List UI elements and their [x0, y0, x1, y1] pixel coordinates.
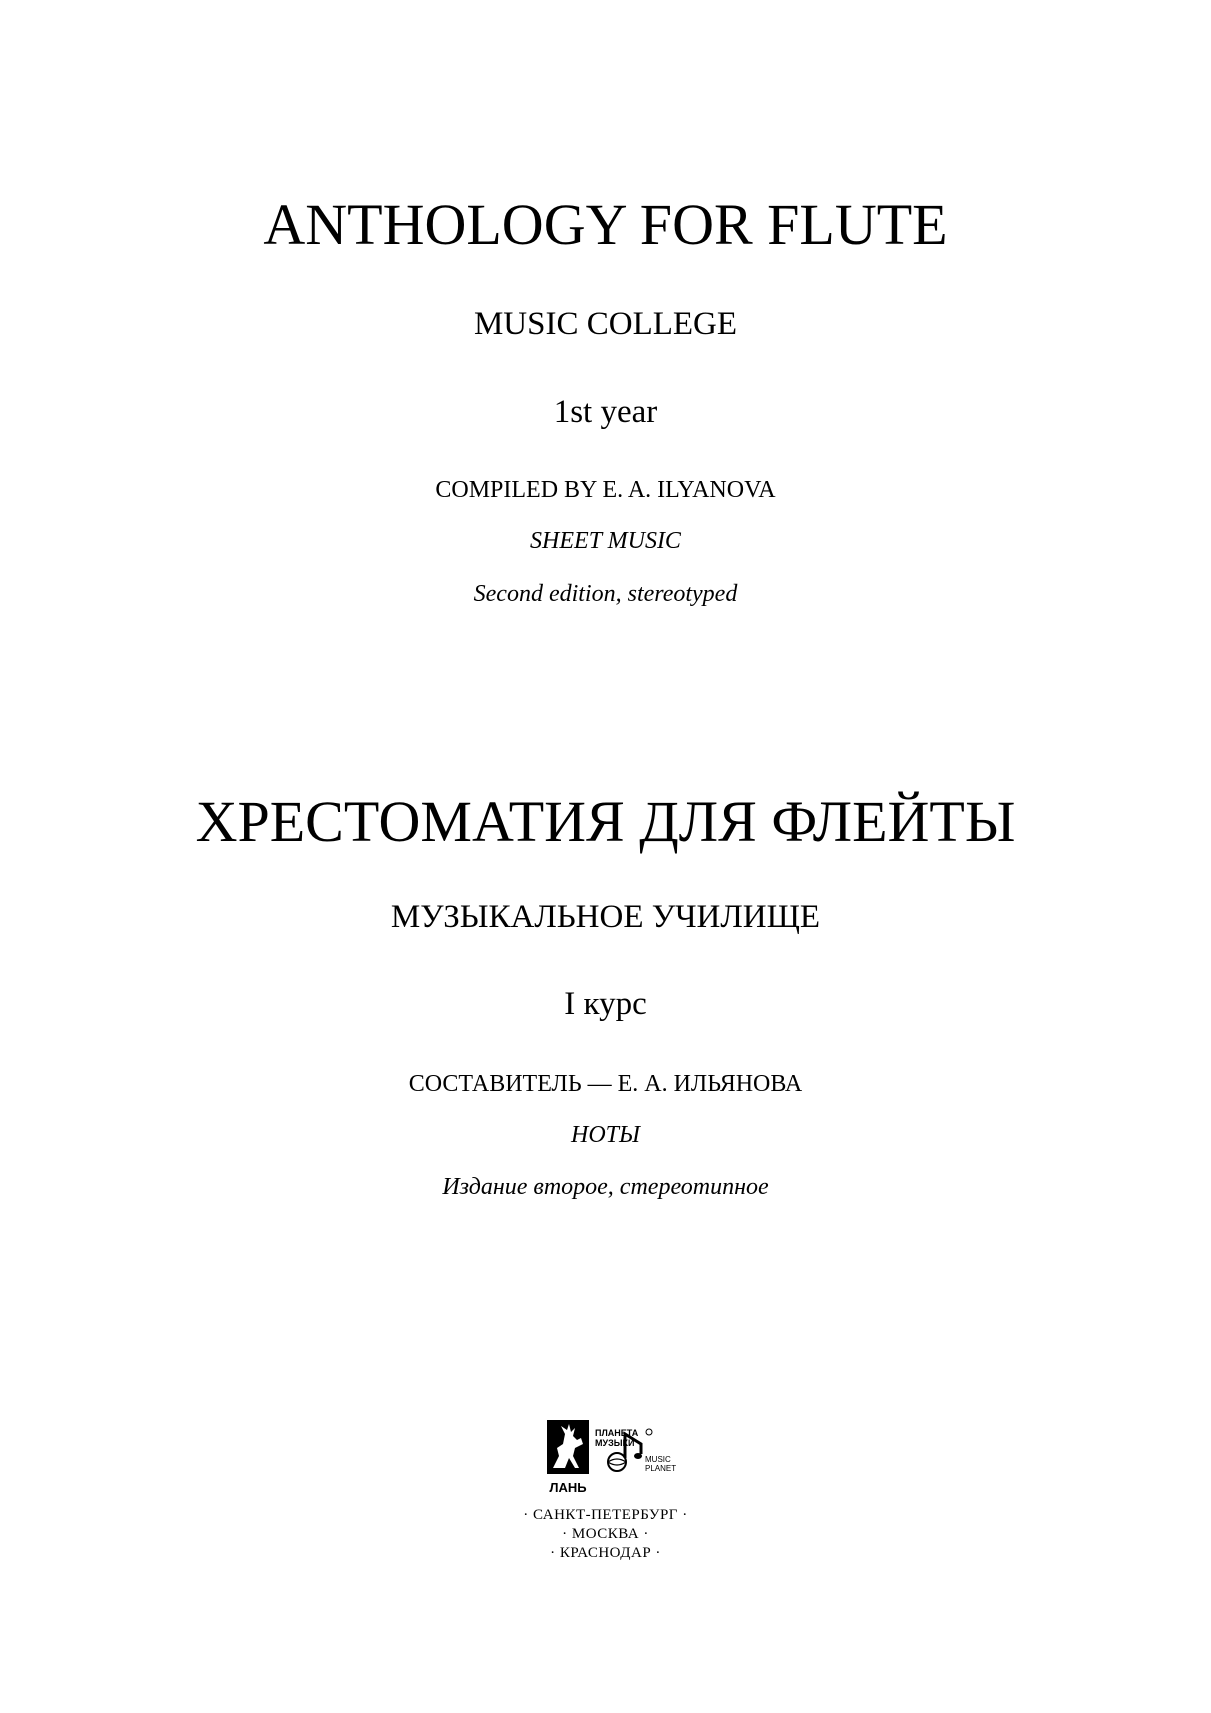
english-publication-type: SHEET MUSIC	[530, 528, 681, 554]
russian-year: I курс	[564, 986, 647, 1022]
english-subtitle: MUSIC COLLEGE	[473, 306, 738, 342]
russian-publication-type: НОТЫ	[571, 1122, 640, 1148]
russian-compiler: СОСТАВИТЕЛЬ — Е. А. ИЛЬЯНОВА	[408, 1071, 803, 1097]
english-title: ANTHOLOGY FOR FLUTE	[263, 192, 948, 257]
publisher-city-spb: · САНКТ-ПЕТЕРБУРГ ·	[523, 1507, 688, 1523]
english-edition: Second edition, stereotyped	[473, 581, 738, 607]
publisher-city-moscow: · МОСКВА ·	[562, 1526, 649, 1542]
english-year: 1st year	[553, 394, 658, 430]
planeta-text-1: ПЛАНЕТА	[595, 1428, 639, 1438]
music-text: MUSIC	[645, 1455, 671, 1464]
music-planet-icon	[595, 1428, 676, 1473]
english-compiler: COMPILED BY E. A. ILYANOVA	[435, 477, 776, 503]
russian-subtitle: МУЗЫКАЛЬНОЕ УЧИЛИЩЕ	[390, 899, 821, 935]
planeta-text-2: МУЗЫКИ	[595, 1438, 635, 1448]
lan-logo-text: ЛАНЬ	[549, 1480, 587, 1495]
russian-edition: Издание второе, стереотипное	[442, 1174, 769, 1200]
russian-title: ХРЕСТОМАТИЯ ДЛЯ ФЛЕЙТЫ	[195, 789, 1016, 854]
publisher-city-krasnodar: · КРАСНОДАР ·	[550, 1545, 661, 1561]
deer-icon	[547, 1420, 589, 1495]
planet-text: PLANET	[645, 1464, 677, 1473]
